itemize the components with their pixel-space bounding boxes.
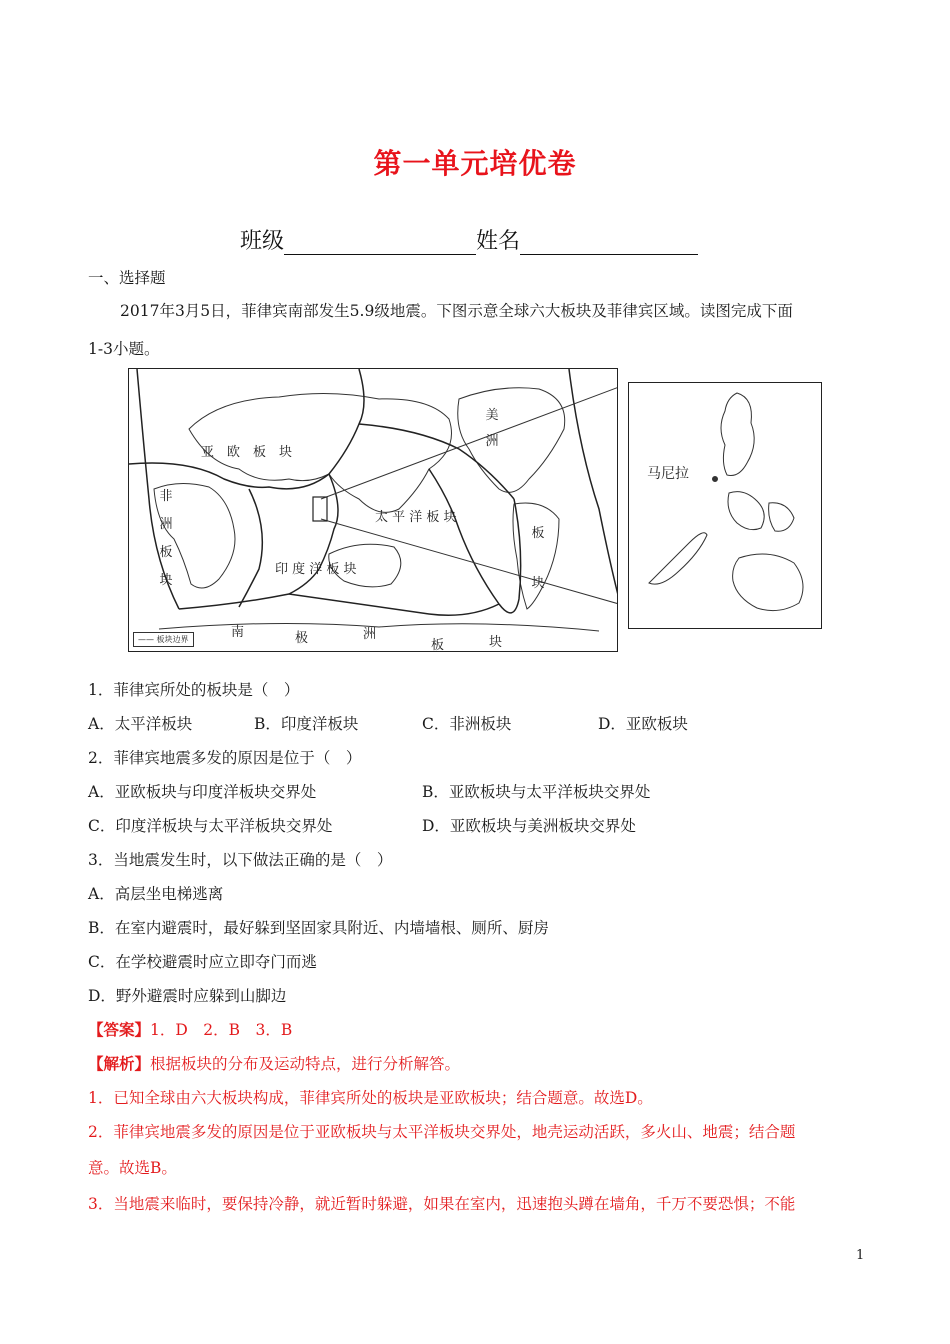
label-pacific-plate: 太 平 洋 板 块	[375, 510, 457, 525]
section-heading: 一、选择题	[88, 269, 166, 287]
analysis-text: 根据板块的分布及运动特点，进行分析解答。	[150, 1055, 461, 1073]
mindanao-outline	[733, 554, 803, 611]
analysis-item-1: 1．已知全球由六大板块构成，菲律宾所处的板块是亚欧板块；结合题意。故选D。	[88, 1089, 653, 1107]
page-title: 第一单元培优卷	[373, 147, 577, 180]
philippines-graphic	[629, 383, 822, 629]
label-char: 块	[159, 573, 173, 588]
q2-option-b[interactable]: B．亚欧板块与太平洋板块交界处	[422, 783, 651, 801]
answer-tag: 【答案】	[88, 1020, 151, 1039]
luzon-outline	[721, 393, 754, 476]
plate-boundary	[179, 594, 499, 615]
q3-option-b[interactable]: B．在室内避震时，最好躲到坚固家具附近、内墙墙根、厕所、厨房	[88, 919, 549, 937]
north-america-outline	[458, 388, 565, 493]
q1-stem: 1．菲律宾所处的板块是（ ）	[88, 681, 300, 699]
q3-option-c[interactable]: C．在学校避震时应立即夺门而逃	[88, 953, 317, 971]
name-label: 姓名	[476, 229, 521, 254]
world-plate-map	[128, 368, 618, 652]
q3-option-a[interactable]: A．高层坐电梯逃离	[88, 885, 224, 903]
label-antarctic-4: 板	[431, 638, 445, 652]
label-char: 块	[531, 576, 545, 591]
class-name-line	[240, 224, 698, 255]
label-antarctic-2: 极	[295, 631, 309, 646]
label-char: 洲	[159, 517, 173, 532]
page-number: 1	[856, 1248, 865, 1263]
class-label: 班级	[240, 229, 285, 254]
q3-stem: 3．当地震发生时，以下做法正确的是（ ）	[88, 851, 393, 869]
label-american-plate-top	[485, 403, 499, 455]
plate-boundary	[239, 489, 262, 607]
visayas-outline	[769, 503, 794, 531]
label-indian-plate: 印 度 洋 板 块	[275, 562, 357, 577]
analysis-item-2: 2．菲律宾地震多发的原因是位于亚欧板块与太平洋板块交界处，地壳运动活跃，多火山、地震；结合题	[88, 1123, 796, 1141]
label-eurasian-plate: 亚 欧 板 块	[201, 445, 293, 460]
analysis-item-2-cont: 意。故选B。	[88, 1159, 177, 1177]
label-char: 板	[159, 545, 173, 560]
q3-option-d[interactable]: D．野外避震时应躲到山脚边	[88, 987, 287, 1005]
plate-boundary	[329, 369, 364, 474]
q2-stem: 2．菲律宾地震多发的原因是位于（ ）	[88, 749, 362, 767]
analysis-line	[88, 1054, 460, 1074]
label-antarctic-5: 块	[489, 635, 503, 650]
q1-option-c[interactable]: C．非洲板块	[422, 715, 512, 733]
answer-line	[88, 1020, 292, 1040]
antarctica-outline	[159, 623, 599, 631]
label-char: 板	[531, 526, 545, 541]
q1-option-d[interactable]: D．亚欧板块	[598, 715, 688, 733]
analysis-tag: 【解析】	[88, 1054, 151, 1073]
label-american-plate-bottom	[531, 509, 545, 609]
label-antarctic-1: 南	[231, 625, 245, 640]
intro-line-2: 1-3小题。	[88, 340, 160, 358]
label-char: 非	[159, 489, 173, 504]
palawan-outline	[649, 533, 707, 584]
q2-option-d[interactable]: D．亚欧板块与美洲板块交界处	[422, 817, 636, 835]
analysis-item-3: 3．当地震来临时，要保持冷静，就近暂时躲避，如果在室内，迅速抱头蹲在墙角，千万不要恐惧；不能	[88, 1195, 796, 1213]
label-manila: 马尼拉	[647, 466, 689, 482]
q2-option-c[interactable]: C．印度洋板块与太平洋板块交界处	[88, 817, 333, 835]
label-antarctic-3: 洲	[363, 627, 377, 642]
label-african-plate	[159, 483, 173, 595]
answer-text: 1．D 2．B 3．B	[150, 1021, 293, 1039]
name-blank[interactable]	[520, 228, 698, 255]
class-blank[interactable]	[284, 228, 476, 255]
islands-outline	[728, 492, 764, 530]
q2-option-a[interactable]: A．亚欧板块与印度洋板块交界处	[88, 783, 317, 801]
intro-line-1: 2017年3月5日，菲律宾南部发生5.9级地震。下图示意全球六大板块及菲律宾区域。读图完成下面	[120, 302, 793, 320]
philippines-inset-map	[628, 382, 822, 629]
label-char: 洲	[485, 434, 499, 449]
map-legend: —— 板块边界	[133, 632, 194, 647]
plate-boundary	[429, 469, 499, 604]
q1-option-b[interactable]: B．印度洋板块	[254, 715, 359, 733]
plate-boundary	[499, 499, 521, 613]
q1-option-a[interactable]: A．太平洋板块	[88, 715, 193, 733]
label-char: 美	[485, 408, 499, 423]
